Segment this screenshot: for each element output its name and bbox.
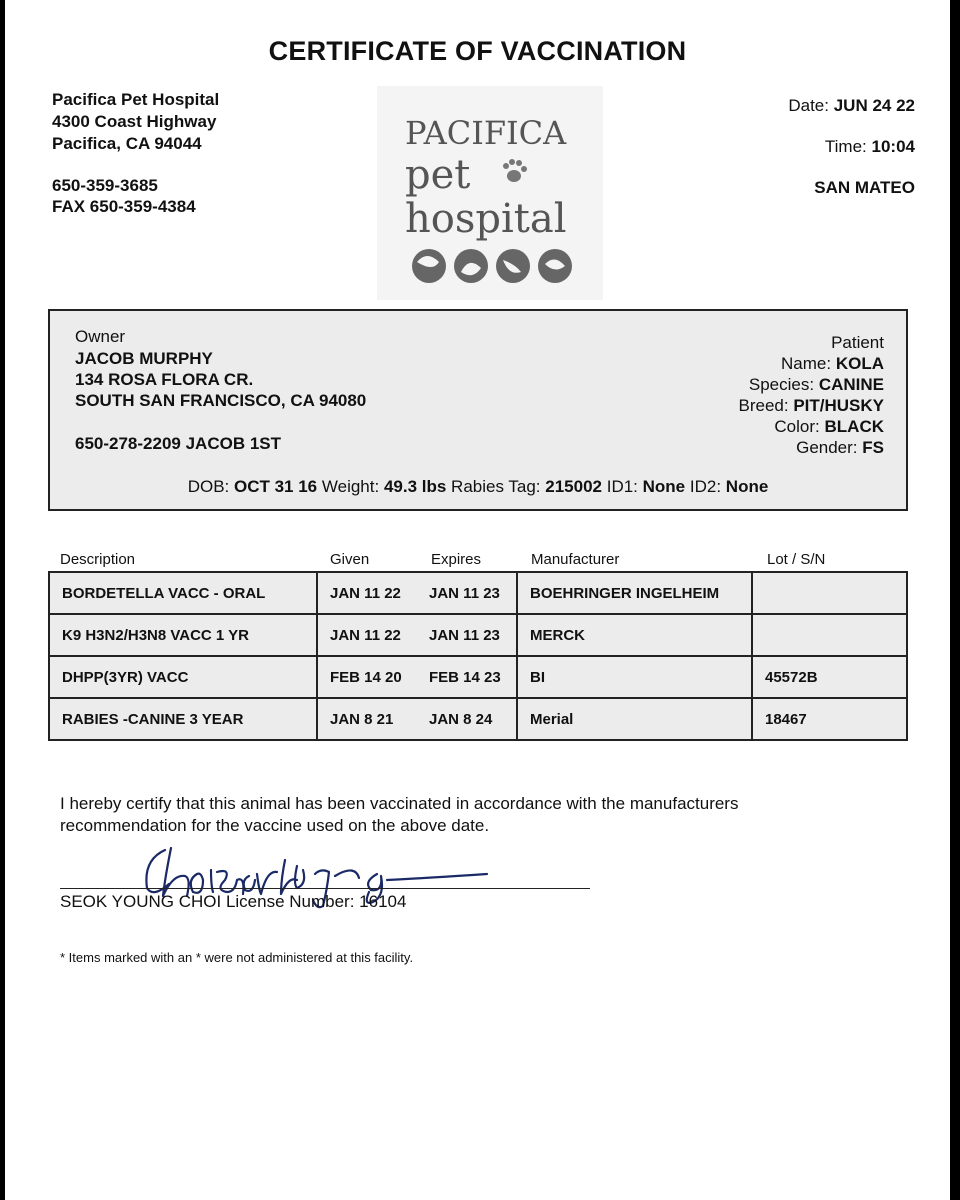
cell-manufacturer: BOEHRINGER INGELHEIM [517, 572, 752, 614]
footnote: * Items marked with an * were not administered at this facility. [60, 950, 414, 965]
cell-lot: 18467 [752, 698, 907, 740]
gender-label: Gender: [796, 438, 858, 457]
id2-label: ID2: [689, 477, 722, 496]
cell-lot [752, 572, 907, 614]
dob-label: DOB: [187, 477, 230, 496]
owner-address-line1: 134 ROSA FLORA CR. [75, 370, 254, 389]
cell-expires: FEB 14 23 [417, 656, 517, 698]
owner-address-line2: SOUTH SAN FRANCISCO, CA 94080 [75, 391, 367, 410]
header-given: Given [330, 551, 370, 568]
signature-line [60, 888, 590, 889]
date-value: JUN 24 22 [833, 96, 915, 115]
owner-patient-box [48, 309, 908, 511]
logo-text-pacifica: PACIFICA [405, 114, 567, 152]
table-row [49, 614, 907, 656]
certificate-page [5, 0, 950, 1200]
patient-info [738, 332, 884, 458]
cell-given: JAN 8 21 [317, 698, 417, 740]
cell-manufacturer: MERCK [517, 614, 752, 656]
clinic-fax: FAX 650-359-4384 [52, 197, 196, 216]
patient-details-line [50, 477, 906, 497]
county-label: SAN MATEO [814, 178, 915, 197]
id2-value: None [725, 477, 769, 496]
id1-label: ID1: [606, 477, 638, 496]
id1-value: None [642, 477, 686, 496]
cell-given: JAN 11 22 [317, 614, 417, 656]
patient-heading: Patient [831, 333, 884, 352]
cell-lot: 45572B [752, 656, 907, 698]
weight-value: 49.3 lbs [383, 477, 447, 496]
cell-description: DHPP(3YR) VACC [49, 656, 317, 698]
patient-name: KOLA [835, 354, 884, 373]
logo-text-pet: pet [405, 152, 471, 198]
cell-description: RABIES -CANINE 3 YEAR [49, 698, 317, 740]
rabies-tag-value: 215002 [545, 477, 602, 496]
clinic-phone: 650-359-3685 [52, 176, 158, 195]
owner-heading: Owner [75, 327, 126, 346]
cell-lot [752, 614, 907, 656]
breed-label: Breed: [738, 396, 789, 415]
owner-phone: 650-278-2209 JACOB 1ST [75, 434, 282, 453]
time-value: 10:04 [871, 137, 915, 156]
cell-expires: JAN 11 23 [417, 572, 517, 614]
cell-manufacturer: BI [517, 656, 752, 698]
cell-expires: JAN 8 24 [417, 698, 517, 740]
table-row [49, 698, 907, 740]
patient-name-label: Name: [781, 354, 832, 373]
time-label: Time: [824, 137, 867, 156]
document-title: CERTIFICATE OF VACCINATION [268, 36, 687, 66]
certification-line2: recommendation for the vaccine used on the above date. [60, 816, 490, 835]
certification-line1: I hereby certify that this animal has been vaccinated in accordance with the manufacturers [60, 794, 739, 813]
table-row [49, 572, 907, 614]
header-lot: Lot / S/N [767, 551, 826, 568]
species-label: Species: [748, 375, 815, 394]
color-label: Color: [774, 417, 820, 436]
table-row [49, 656, 907, 698]
logo-text-hospital: hospital [405, 196, 567, 242]
header-expires: Expires [431, 551, 482, 568]
clinic-contact-block [52, 175, 196, 217]
color-value: BLACK [824, 417, 884, 436]
clinic-address-line2: Pacifica, CA 94044 [52, 134, 202, 153]
vaccination-table [48, 571, 908, 741]
clinic-logo [377, 86, 603, 300]
weight-label: Weight: [321, 477, 380, 496]
cell-description: BORDETELLA VACC - ORAL [49, 572, 317, 614]
dob-value: OCT 31 16 [233, 477, 318, 496]
cell-given: JAN 11 22 [317, 572, 417, 614]
owner-info [75, 348, 366, 411]
rabies-tag-label: Rabies Tag: [451, 477, 541, 496]
date-label: Date: [788, 96, 829, 115]
cell-expires: JAN 11 23 [417, 614, 517, 656]
cell-manufacturer: Merial [517, 698, 752, 740]
cell-given: FEB 14 20 [317, 656, 417, 698]
clinic-address-line1: 4300 Coast Highway [52, 112, 217, 131]
gender-value: FS [862, 438, 884, 457]
cell-description: K9 H3N2/H3N8 VACC 1 YR [49, 614, 317, 656]
owner-name: JACOB MURPHY [75, 349, 213, 368]
species-value: CANINE [818, 375, 884, 394]
veterinarian-license: SEOK YOUNG CHOI License Number: 16104 [60, 892, 407, 911]
record-info-block [788, 95, 915, 218]
clinic-name: Pacifica Pet Hospital [52, 90, 220, 109]
header-manufacturer: Manufacturer [531, 551, 620, 568]
breed-value: PIT/HUSKY [793, 396, 884, 415]
clinic-address-block [52, 89, 219, 155]
paw-icon [503, 159, 527, 182]
header-description: Description [60, 551, 136, 568]
